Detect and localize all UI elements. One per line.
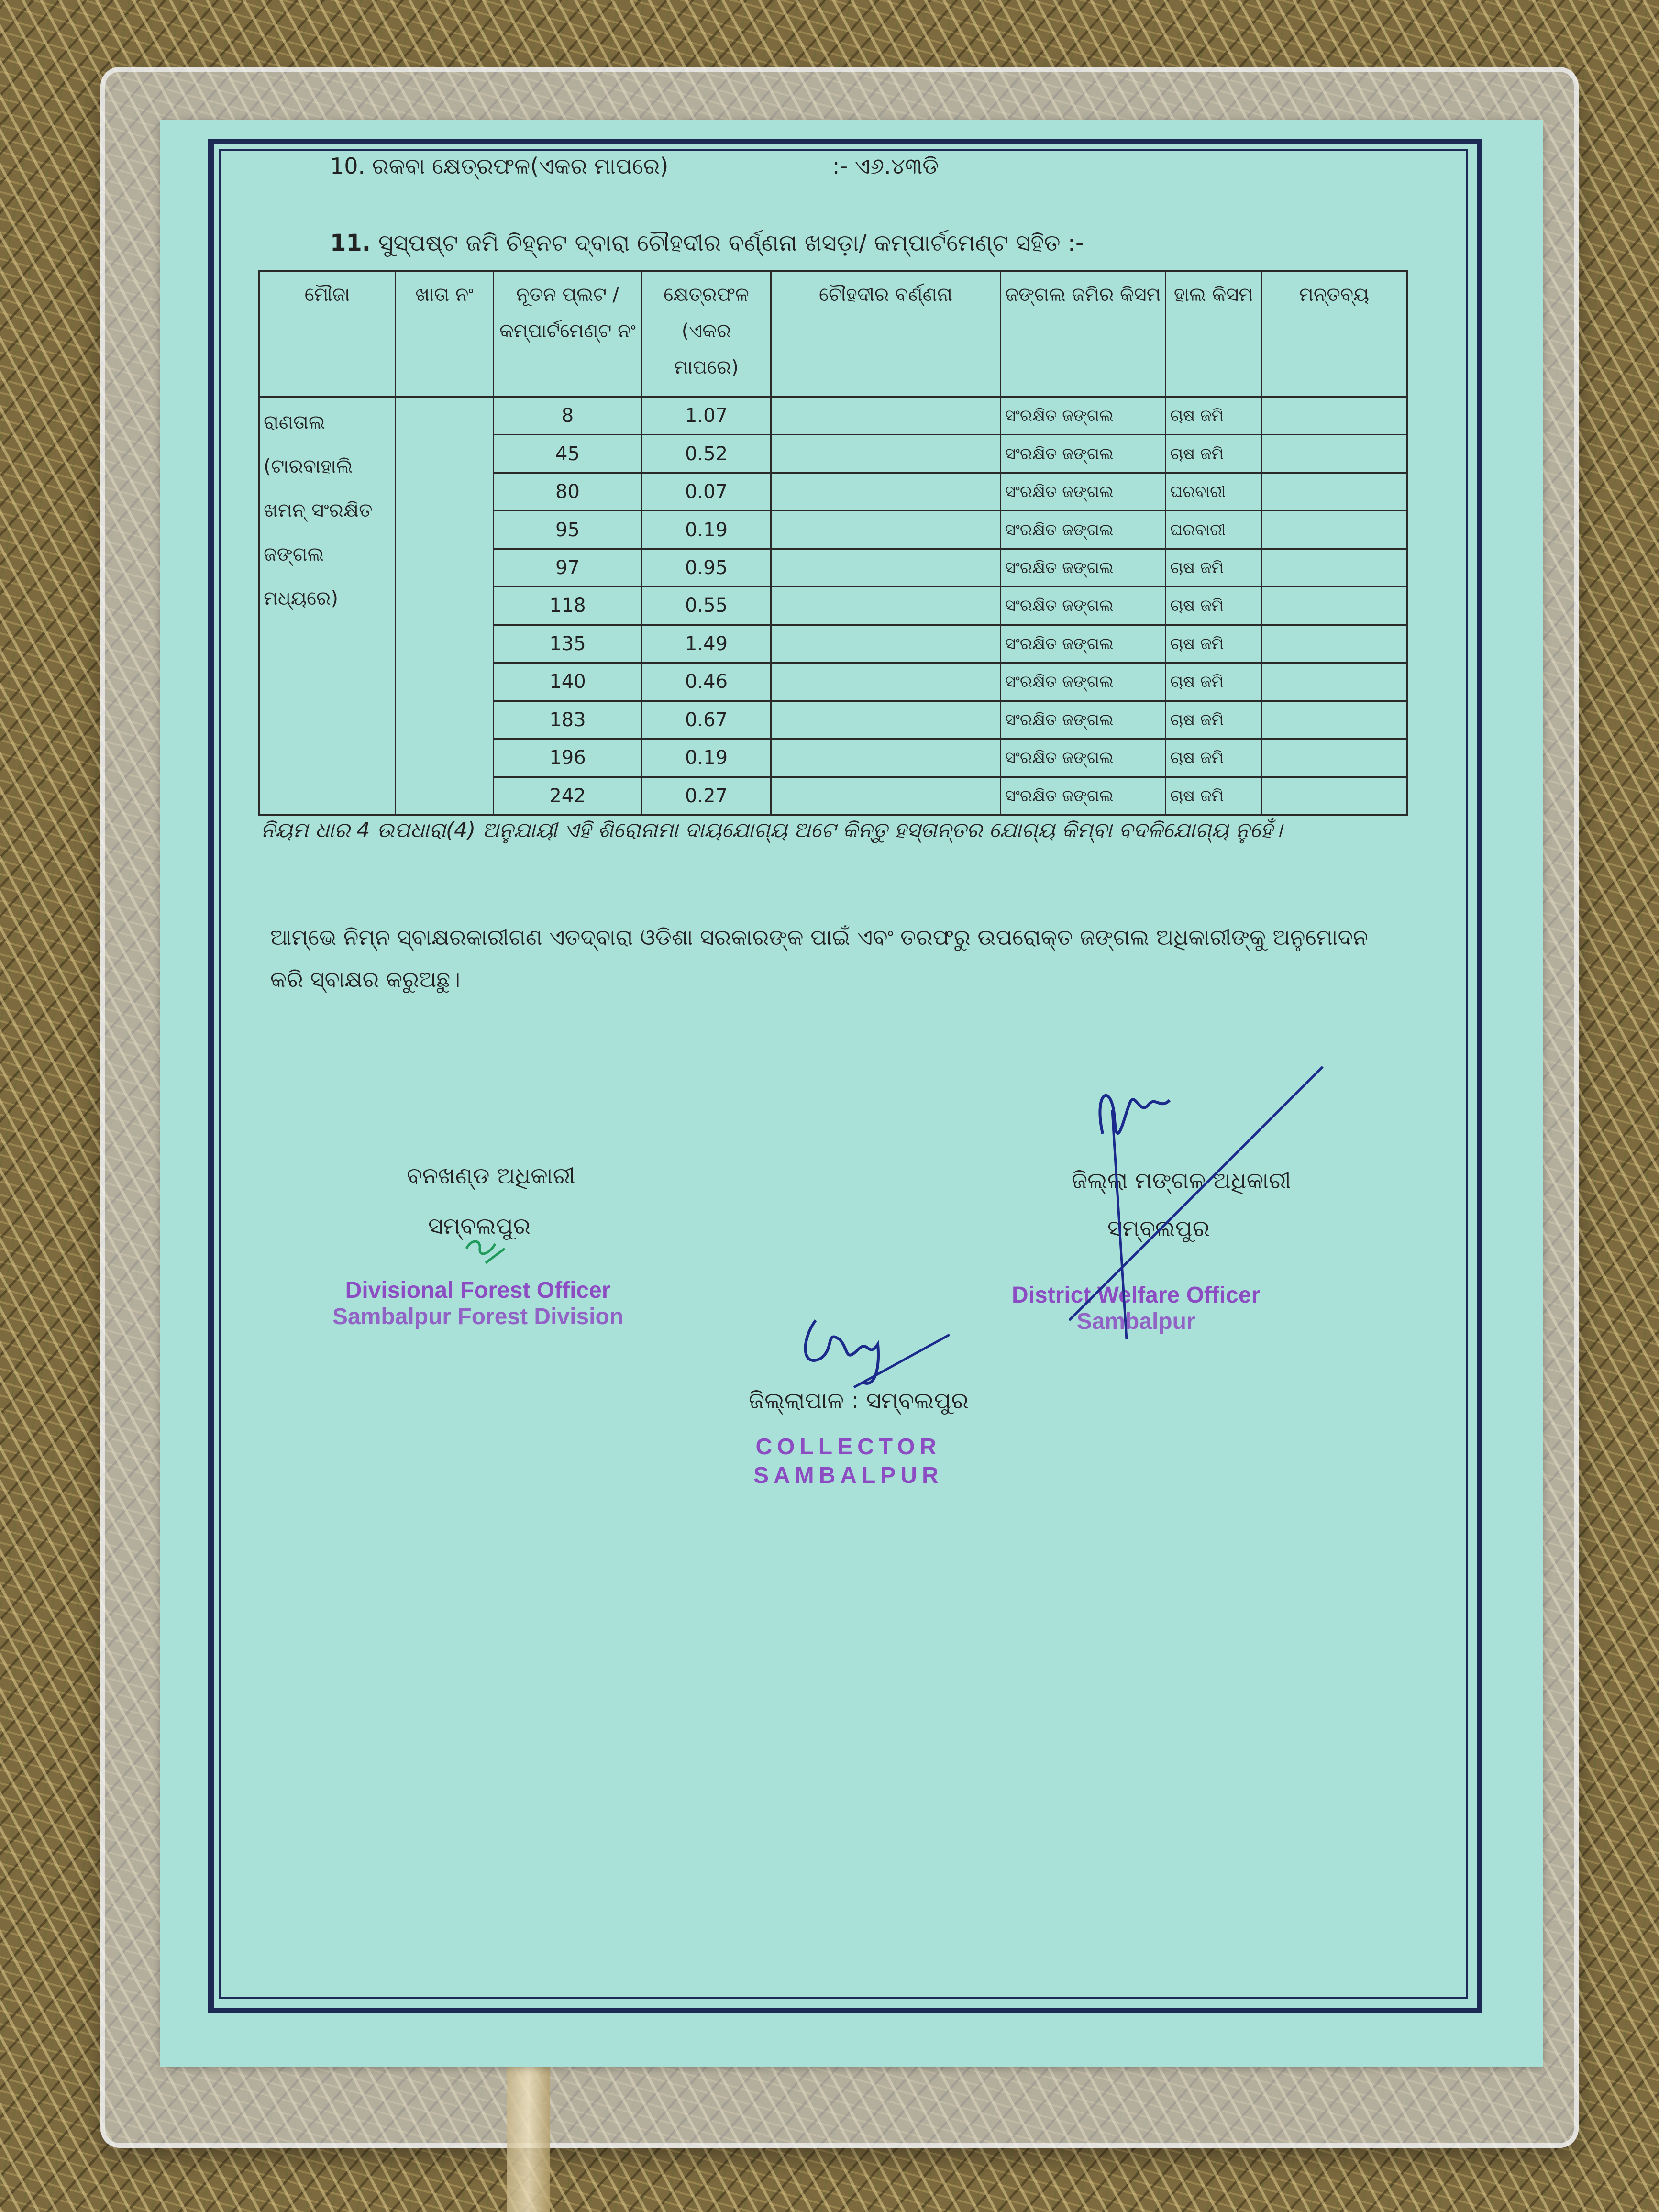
area-cell: 0.52: [642, 435, 771, 473]
current-type-cell: ଚାଷ ଜମି: [1166, 701, 1261, 739]
dwo-stamp-line2: Sambalpur: [1076, 1309, 1195, 1334]
table-header-row: [259, 271, 1407, 397]
boundary-cell: [771, 473, 1001, 510]
item11-text: ସୁସ୍ପଷ୍ଟ ଜମି ଚିହ୍ନଟ ଦ୍ବାରା ଚୌହଦୀର ବର୍ଣ୍ଣନା ଖସଡ଼ା/ କମ୍ପାର୍ଟମେଣ୍ଟ ସହିତ :-: [378, 230, 1084, 256]
table-row: [259, 397, 1407, 435]
forest-type-cell: ସଂରକ୍ଷିତ ଜଙ୍ଗଲ: [1001, 777, 1166, 815]
dwo-title: ଜିଲ୍ଲା ମଙ୍ଗଳ ଅଧିକାରୀ: [1072, 1167, 1291, 1194]
boundary-cell: [771, 587, 1001, 625]
plot-cell: 242: [494, 777, 642, 815]
boundary-cell: [771, 397, 1001, 435]
remarks-cell: [1261, 549, 1407, 586]
header-boundary: ଚୌହଦୀର ବର୍ଣ୍ଣନା: [771, 271, 1001, 397]
collector-stamp-line1: COLLECTOR: [755, 1434, 941, 1460]
boundary-cell: [771, 435, 1001, 473]
dwo-signature: [1069, 1062, 1337, 1359]
boundary-cell: [771, 701, 1001, 739]
area-cell: 1.49: [642, 625, 771, 663]
current-type-cell: ଚାଷ ଜମି: [1166, 739, 1261, 777]
boundary-cell: [771, 739, 1001, 777]
khata-cell: [396, 397, 494, 815]
dfo-title: ବନଖଣ୍ଡ ଅଧିକାରୀ: [407, 1162, 575, 1189]
dfo-stamp: [332, 1277, 623, 1330]
remarks-cell: [1261, 739, 1407, 777]
plot-cell: 140: [494, 663, 642, 701]
forest-type-cell: ସଂରକ୍ଷିତ ଜଙ୍ଗଲ: [1001, 435, 1166, 473]
boundary-cell: [771, 625, 1001, 663]
current-type-cell: ଚାଷ ଜମି: [1166, 625, 1261, 663]
plot-cell: 97: [494, 549, 642, 586]
remarks-cell: [1261, 701, 1407, 739]
header-area: କ୍ଷେତ୍ରଫଳ (ଏକର ମାପରେ): [642, 271, 771, 397]
area-cell: 0.67: [642, 701, 771, 739]
current-type-cell: ଚାଷ ଜମି: [1166, 777, 1261, 815]
area-cell: 0.27: [642, 777, 771, 815]
current-type-cell: ଚାଷ ଜମି: [1166, 549, 1261, 586]
boundary-cell: [771, 777, 1001, 815]
collector-stamp-line2: SAMBALPUR: [753, 1463, 943, 1488]
item10-value: :- ଏ୬.୪୩ଡି: [832, 153, 939, 179]
item11-number: 11.: [330, 230, 371, 256]
forest-type-cell: ସଂରକ୍ଷିତ ଜଙ୍ଗଲ: [1001, 587, 1166, 625]
item11-heading: [330, 230, 1084, 257]
forest-type-cell: ସଂରକ୍ଷିତ ଜଙ୍ଗଲ: [1001, 625, 1166, 663]
area-cell: 0.19: [642, 739, 771, 777]
remarks-cell: [1261, 625, 1407, 663]
forest-type-cell: ସଂରକ୍ଷିତ ଜଙ୍ଗଲ: [1001, 397, 1166, 435]
area-cell: 0.19: [642, 511, 771, 549]
area-cell: 1.07: [642, 397, 771, 435]
current-type-cell: ଚାଷ ଜମି: [1166, 435, 1261, 473]
remarks-cell: [1261, 663, 1407, 701]
boundary-cell: [771, 549, 1001, 586]
remarks-cell: [1261, 473, 1407, 510]
remarks-cell: [1261, 511, 1407, 549]
current-type-cell: ଚାଷ ଜମି: [1166, 587, 1261, 625]
area-cell: 0.46: [642, 663, 771, 701]
remarks-cell: [1261, 397, 1407, 435]
dfo-stamp-line1: Divisional Forest Officer: [345, 1278, 611, 1303]
dwo-place: ସମ୍ବଲପୁର: [1107, 1215, 1210, 1242]
remarks-cell: [1261, 777, 1407, 815]
area-cell: 0.95: [642, 549, 771, 586]
dfo-initial-signature: [462, 1234, 509, 1272]
boundary-cell: [771, 663, 1001, 701]
area-cell: 0.55: [642, 587, 771, 625]
dfo-place: ସମ୍ବଲପୁର: [428, 1213, 531, 1239]
header-current-type: ହାଲ କିସମ: [1166, 271, 1261, 397]
land-table: [258, 270, 1408, 816]
rule-note: ନିୟମ ଧାର 4 ଉପଧାରା(4) ଅନୁଯାୟୀ ଏହି ଶିରୋନାମା ଦାୟଯୋଗ୍ୟ ଅଟେ କିନ୍ତୁ ହସ୍ତାନ୍ତର ଯୋଗ୍ୟ କିମ୍ବା ବଦଳିଯୋଗ୍ୟ ନୁହେଁ।: [261, 818, 1283, 842]
collector-signature: [796, 1311, 954, 1392]
header-khata: ଖାତା ନଂ: [396, 271, 494, 397]
stake: [507, 2052, 550, 2212]
plot-cell: 95: [494, 511, 642, 549]
plot-cell: 118: [494, 587, 642, 625]
document-page: [160, 120, 1543, 2067]
boundary-cell: [771, 511, 1001, 549]
forest-type-cell: ସଂରକ୍ଷିତ ଜଙ୍ଗଲ: [1001, 701, 1166, 739]
remarks-cell: [1261, 435, 1407, 473]
forest-type-cell: ସଂରକ୍ଷିତ ଜଙ୍ଗଲ: [1001, 739, 1166, 777]
collector-stamp: [753, 1433, 943, 1490]
collector-title: ଜିଲ୍ଲାପାଳ : ସମ୍ବଲପୁର: [749, 1387, 969, 1414]
plot-cell: 183: [494, 701, 642, 739]
plot-cell: 45: [494, 435, 642, 473]
forest-type-cell: ସଂରକ୍ଷିତ ଜଙ୍ଗଲ: [1001, 549, 1166, 586]
forest-type-cell: ସଂରକ୍ଷିତ ଜଙ୍ଗଲ: [1001, 473, 1166, 510]
header-forest-type: ଜଙ୍ଗଲ ଜମିର କିସମ: [1001, 271, 1166, 397]
declaration-text: ଆମ୍ଭେ ନିମ୍ନ ସ୍ବାକ୍ଷରକାରୀଗଣ ଏତଦ୍ବାରା ଓଡିଶା ସରକାରଙ୍କ ପାଇଁ ଏବଂ ତରଫରୁ ଉପରୋକ୍ତ ଜଙ୍ଗଲ ଅଧିକାରୀଙ୍କୁ ଅନୁମୋଦନ କରି ସ୍ବାକ୍ଷର କରୁଅଛୁ।: [270, 924, 1368, 992]
dfo-stamp-line2: Sambalpur Forest Division: [332, 1304, 624, 1329]
header-remarks: ମନ୍ତବ୍ୟ: [1261, 271, 1407, 397]
current-type-cell: ଚାଷ ଜମି: [1166, 397, 1261, 435]
header-mouza: ମୌଜା: [259, 271, 396, 397]
item10-label: 10. ରକବା କ୍ଷେତ୍ରଫଳ(ଏକର ମାପରେ): [330, 153, 669, 179]
plot-cell: 135: [494, 625, 642, 663]
plot-cell: 80: [494, 473, 642, 510]
area-cell: 0.07: [642, 473, 771, 510]
current-type-cell: ଘରବାରୀ: [1166, 473, 1261, 510]
plot-cell: 196: [494, 739, 642, 777]
plot-cell: 8: [494, 397, 642, 435]
remarks-cell: [1261, 587, 1407, 625]
header-plot: ନୂତନ ପ୍ଲଟ / କମ୍ପାର୍ଟମେଣ୍ଟ ନଂ: [494, 271, 642, 397]
dwo-stamp-line1: District Welfare Officer: [1012, 1283, 1261, 1308]
forest-type-cell: ସଂରକ୍ଷିତ ଜଙ୍ଗଲ: [1001, 511, 1166, 549]
current-type-cell: ଚାଷ ଜମି: [1166, 663, 1261, 701]
forest-type-cell: ସଂରକ୍ଷିତ ଜଙ୍ଗଲ: [1001, 663, 1166, 701]
current-type-cell: ଘରବାରୀ: [1166, 511, 1261, 549]
mouza-cell: ରାଣତାଲ (ଟାରବାହାଲି ଖମନ୍ ସଂରକ୍ଷିତ ଜଙ୍ଗଲ ମଧ୍ୟରେ): [259, 397, 396, 815]
